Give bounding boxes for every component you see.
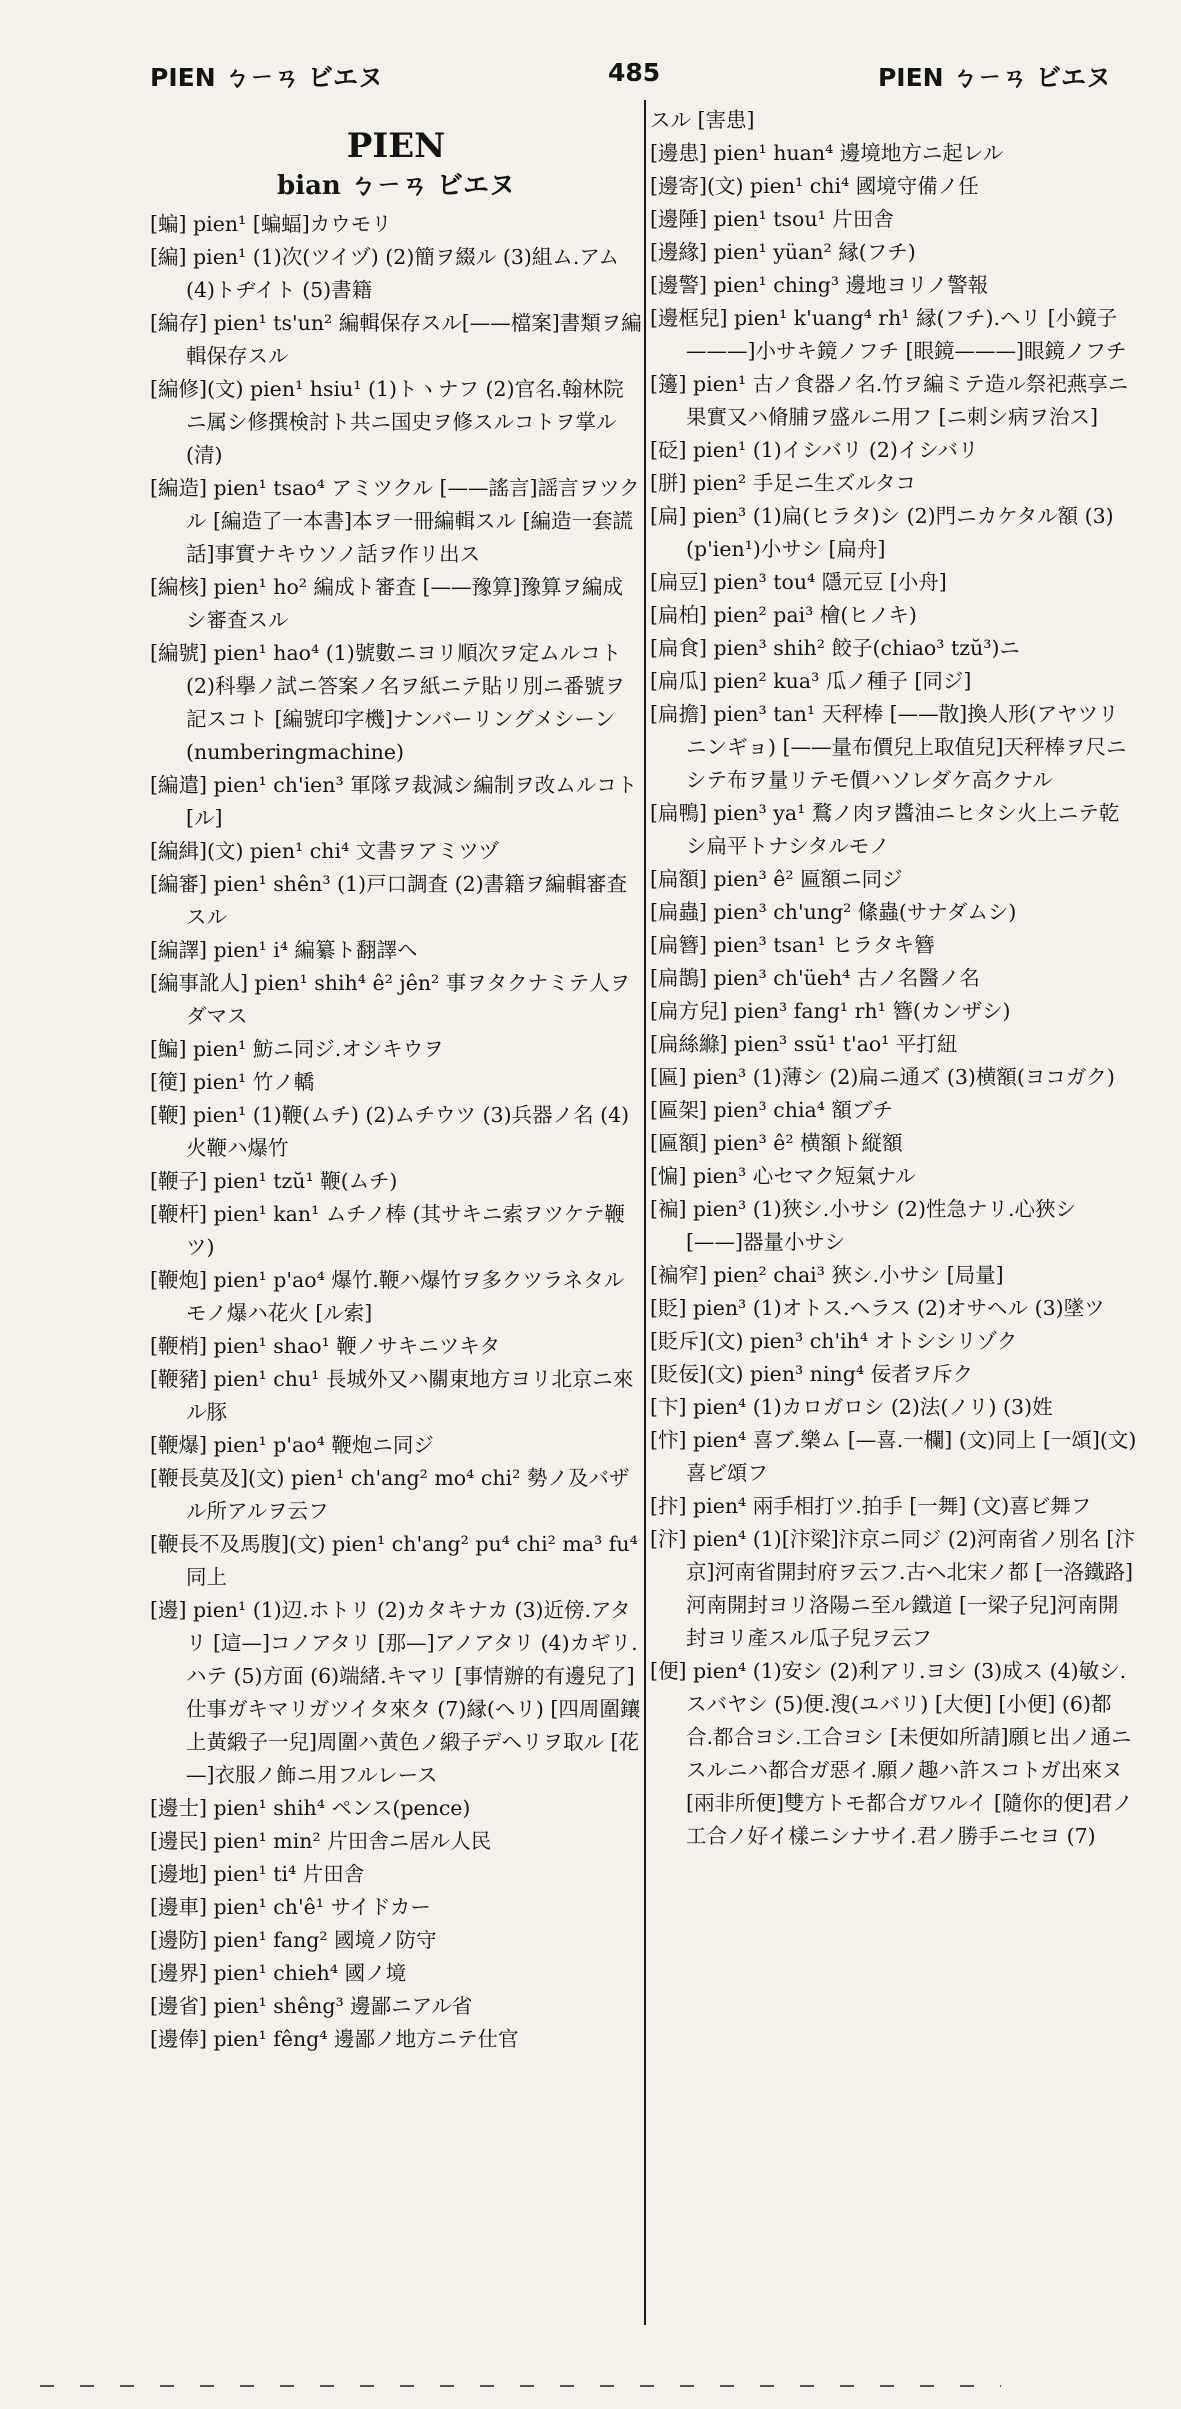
dictionary-entry: [鞭炮] pien¹ p'ao⁴ 爆竹.鞭ハ爆竹ヲ多クツラネタルモノ爆ハ花火 [ル索]: [150, 1268, 625, 1325]
header-right: PIEN ㄅㄧㄢ ビエヌ: [877, 63, 1111, 92]
section-subtitle: bian ㄅㄧㄢ ビエヌ: [277, 171, 515, 201]
dictionary-entry: [邊界] pien¹ chieh⁴ 國ノ境: [150, 1961, 407, 1985]
dictionary-entry: [扁方兒] pien³ fang¹ rh¹ 簪(カンザシ): [650, 999, 1011, 1023]
dictionary-entry: [蝙] pien¹ [蝙蝠]カウモリ: [150, 212, 392, 236]
column-divider: [644, 100, 646, 2325]
dictionary-entry: [邊患] pien¹ huan⁴ 邊境地方ニ起レル: [650, 141, 1004, 165]
left-column: [150, 104, 642, 2324]
dictionary-entry: [褊窄] pien² chai³ 狹シ.小サシ [局量]: [650, 1263, 1004, 1287]
dictionary-entry: [扁簪] pien³ tsan¹ ヒラタキ簪: [650, 933, 935, 957]
section-heading: [150, 124, 642, 204]
dictionary-entry: [邊省] pien¹ shêng³ 邊鄙ニアル省: [150, 1994, 473, 2018]
section-title: PIEN: [346, 126, 446, 166]
footer-rule: [40, 2385, 1001, 2387]
dictionary-entry: [褊] pien³ (1)狹シ.小サシ (2)性急ナリ.心狹シ [——]器量小サシ: [650, 1197, 1076, 1254]
dictionary-entry: [扁鴨] pien³ ya¹ 鶩ノ肉ヲ醬油ニヒタシ火上ニテ乾シ扁平トナシタルモノ: [650, 801, 1120, 858]
dictionary-entry: [邊車] pien¹ ch'ê¹ サイドカー: [150, 1895, 431, 1919]
dictionary-entry: [匾額] pien³ ê² 横額ト縦額: [650, 1131, 903, 1155]
dictionary-entry: [扁瓜] pien² kua³ 瓜ノ種子 [同ジ]: [650, 669, 972, 693]
dictionary-entry: [邊防] pien¹ fang² 國境ノ防守: [150, 1928, 437, 1952]
dictionary-entry: [編譯] pien¹ i⁴ 編纂ト翻譯ヘ: [150, 938, 418, 962]
dictionary-entry: [箯] pien¹ 竹ノ轎: [150, 1070, 315, 1094]
dictionary-entry: [扁] pien³ (1)扁(ヒラタ)シ (2)門ニカケタル額 (3)(p'ien¹)小サシ [扁舟]: [650, 504, 1114, 561]
dictionary-entry: [鞭子] pien¹ tzŭ¹ 鞭(ムチ): [150, 1169, 398, 1193]
dictionary-entry: [邊警] pien¹ ching³ 邊地ヨリノ警報: [650, 273, 989, 297]
dictionary-entry: [編存] pien¹ ts'un² 編輯保存スル[——檔案]書類ヲ編輯保存スル: [150, 311, 642, 368]
dictionary-entry: [編審] pien¹ shên³ (1)戸口調査 (2)書籍ヲ編輯審査スル: [150, 872, 628, 929]
dictionary-entry: [邊俸] pien¹ fêng⁴ 邊鄙ノ地方ニテ仕官: [150, 2027, 519, 2051]
dictionary-entry: [扁擔] pien³ tan¹ 天秤棒 [——散]換人形(アヤツリニンギョ) [——量布價兒上取值兒]天秤棒ヲ尺ニシテ布ヲ量リテモ價ハソレダケ高クナル: [650, 702, 1127, 792]
dictionary-entry: [扁額] pien³ ê² 匾額ニ同ジ: [650, 867, 903, 891]
running-header: [150, 58, 1111, 98]
dictionary-entry: [扁蟲] pien³ ch'ung² 絛蟲(サナダムシ): [650, 900, 1017, 924]
dictionary-entry: [匾] pien³ (1)薄シ (2)扁ニ通ズ (3)横額(ヨコガク): [650, 1065, 1115, 1089]
right-column: [650, 104, 1138, 2324]
left-entry-list: [150, 208, 642, 2056]
dictionary-entry: [邊民] pien¹ min² 片田舎ニ居ル人民: [150, 1829, 492, 1853]
dictionary-entry: [扁食] pien³ shih² 餃子(chiao³ tzŭ³)ニ: [650, 636, 1020, 660]
dictionary-entry: [邊士] pien¹ shih⁴ ペンス(pence): [150, 1796, 471, 1820]
dictionary-entry: [鞭杆] pien¹ kan¹ ムチノ棒 (其サキニ索ヲツケテ鞭ツ): [150, 1202, 625, 1259]
dictionary-entry: [便] pien⁴ (1)安シ (2)利アリ.ヨシ (3)成ス (4)敏シ.スバヤシ (5)便.溲(ユバリ) [大便] [小便] (6)都合.都合ヨシ.工合ヨシ [未便如所請]願ヒ出ノ通ニスルニハ都合ガ惡イ.願ノ趣ハ許スコトガ出來ヌ [兩非所便]雙方トモ都合ガワルイ [隨你的便]君ノ工合ノ好イ樣ニシナサイ.君ノ勝手ニセヨ (7): [650, 1659, 1133, 1848]
dictionary-entry: [扁絲縧] pien³ ssŭ¹ t'ao¹ 平打紐: [650, 1032, 958, 1056]
dictionary-entry: [貶斥](文) pien³ ch'ih⁴ オトシシリゾク: [650, 1329, 1018, 1353]
dictionary-entry: [砭] pien¹ (1)イシバリ (2)イシバリ: [650, 438, 979, 462]
dictionary-entry: [鞭爆] pien¹ p'ao⁴ 鞭炮ニ同ジ: [150, 1433, 434, 1457]
dictionary-entry: [編緝](文) pien¹ chi⁴ 文書ヲアミツヅ: [150, 839, 500, 863]
dictionary-entry: [編修](文) pien¹ hsiu¹ (1)トヽナフ (2)官名.翰林院ニ属シ修撰検討ト共ニ国史ヲ修スルコトヲ掌ル(清): [150, 377, 624, 467]
dictionary-entry: [貶佞](文) pien³ ning⁴ 佞者ヲ斥ク: [650, 1362, 974, 1386]
dictionary-entry: [匾架] pien³ chia⁴ 額ブチ: [650, 1098, 893, 1122]
dictionary-entry: [忭] pien⁴ 喜ブ.樂ム [—喜.一欄] (文)同上 [一頌](文)喜ビ頌フ: [650, 1428, 1137, 1485]
dictionary-entry: [編號] pien¹ hao⁴ (1)號數ニヨリ順次ヲ定ムルコト (2)科擧ノ試ニ答案ノ名ヲ紙ニテ貼リ別ニ番號ヲ記スコト [編號印字機]ナンバーリングメシーン (numberingmachine): [150, 641, 626, 764]
dictionary-entry: [邊寄](文) pien¹ chi⁴ 國境守備ノ任: [650, 174, 979, 198]
dictionary-entry: [編遣] pien¹ ch'ien³ 軍隊ヲ裁減シ編制ヲ改ムルコト [ル]: [150, 773, 638, 830]
dictionary-entry: [鞭] pien¹ (1)鞭(ムチ) (2)ムチウツ (3)兵器ノ名 (4)火鞭ハ爆竹: [150, 1103, 630, 1160]
dictionary-entry: [抃] pien⁴ 兩手相打ツ.拍手 [一舞] (文)喜ビ舞フ: [650, 1494, 1092, 1518]
dictionary-entry: スル [害患]: [650, 108, 755, 132]
dictionary-entry: [汴] pien⁴ (1)[汴梁]汴京ニ同ジ (2)河南省ノ別名 [汴京]河南省開封府ヲ云フ.古ヘ北宋ノ都 [一洛鐵路]河南開封ヨリ洛陽ニ至ル鐵道 [一梁子兒]河南開封ヨリ產スル瓜子兒ヲ云フ: [650, 1527, 1135, 1650]
dictionary-entry: [籩] pien¹ 古ノ食器ノ名.竹ヲ編ミテ造ル祭祀燕享ニ果實又ハ脩脯ヲ盛ルニ用フ [ニ刺シ病ヲ治ス]: [650, 372, 1129, 429]
dictionary-entry: [胼] pien² 手足ニ生ズルタコ: [650, 471, 916, 495]
dictionary-entry: [邊地] pien¹ ti⁴ 片田舎: [150, 1862, 365, 1886]
header-left: PIEN ㄅㄧㄢ ビエヌ: [150, 63, 384, 92]
dictionary-entry: [扁柏] pien² pai³ 檜(ヒノキ): [650, 603, 917, 627]
dictionary-entry: [邊] pien¹ (1)辺.ホトリ (2)カタキナカ (3)近傍.アタリ [這—]コノアタリ [那—]アノアタリ (4)カギリ.ハテ (5)方面 (6)端緒.キマリ [事情辦的有邊兒了]仕事ガキマリガツイタ來タ (7)縁(ヘリ) [四周圍鑲上黃緞子一兒]周圍ハ黄色ノ緞子デヘリヲ取ル [花—]衣服ノ飾ニ用フルレース: [150, 1598, 641, 1787]
dictionary-entry: [鞭長不及馬腹](文) pien¹ ch'ang² pu⁴ chi² ma³ fu⁴ 同上: [150, 1532, 638, 1589]
dictionary-entry: [惼] pien³ 心セマク短氣ナル: [650, 1164, 916, 1188]
dictionary-entry: [邊緣] pien¹ yüan² 縁(フチ): [650, 240, 916, 264]
right-entry-list: [650, 104, 1138, 1853]
dictionary-entry: [編核] pien¹ ho² 編成ト審査 [——豫算]豫算ヲ編成シ審査スル: [150, 575, 624, 632]
dictionary-entry: [鞭梢] pien¹ shao¹ 鞭ノサキニツキタ: [150, 1334, 501, 1358]
dictionary-entry: [扁鵲] pien³ ch'üeh⁴ 古ノ名醫ノ名: [650, 966, 980, 990]
dictionary-entry: [編造] pien¹ tsao⁴ アミツクル [——謠言]謡言ヲツクル [編造了一本書]本ヲ一冊編輯スル [編造一套謊話]事實ナキウソノ話ヲ作リ出ス: [150, 476, 640, 566]
dictionary-entry: [鞭豬] pien¹ chu¹ 長城外又ハ關東地方ヨリ北京ニ來ル豚: [150, 1367, 634, 1424]
dictionary-entry: [編事訛人] pien¹ shih⁴ ê² jên² 事ヲタクナミテ人ヲダマス: [150, 971, 631, 1028]
dictionary-entry: [鞭長莫及](文) pien¹ ch'ang² mo⁴ chi² 勢ノ及バザル所アルヲ云フ: [150, 1466, 630, 1523]
dictionary-entry: [鯿] pien¹ 魴ニ同ジ.オシキウヲ: [150, 1037, 444, 1061]
dictionary-entry: [邊陲] pien¹ tsou¹ 片田舎: [650, 207, 894, 231]
dictionary-entry: [貶] pien³ (1)オトス.ヘラス (2)オサヘル (3)墜ツ: [650, 1296, 1105, 1320]
page-number: 485: [608, 58, 661, 87]
dictionary-entry: [卞] pien⁴ (1)カロガロシ (2)法(ノリ) (3)姓: [650, 1395, 1053, 1419]
dictionary-entry: [扁豆] pien³ tou⁴ 隱元豆 [小舟]: [650, 570, 947, 594]
dictionary-entry: [邊框兒] pien¹ k'uang⁴ rh¹ 縁(フチ).ヘリ [小鏡子———]小サキ鏡ノフチ [眼鏡———]眼鏡ノフチ: [650, 306, 1127, 363]
dictionary-entry: [編] pien¹ (1)次(ツイヅ) (2)簡ヲ綴ル (3)組ム.アム (4)トヂイト (5)書籍: [150, 245, 619, 302]
